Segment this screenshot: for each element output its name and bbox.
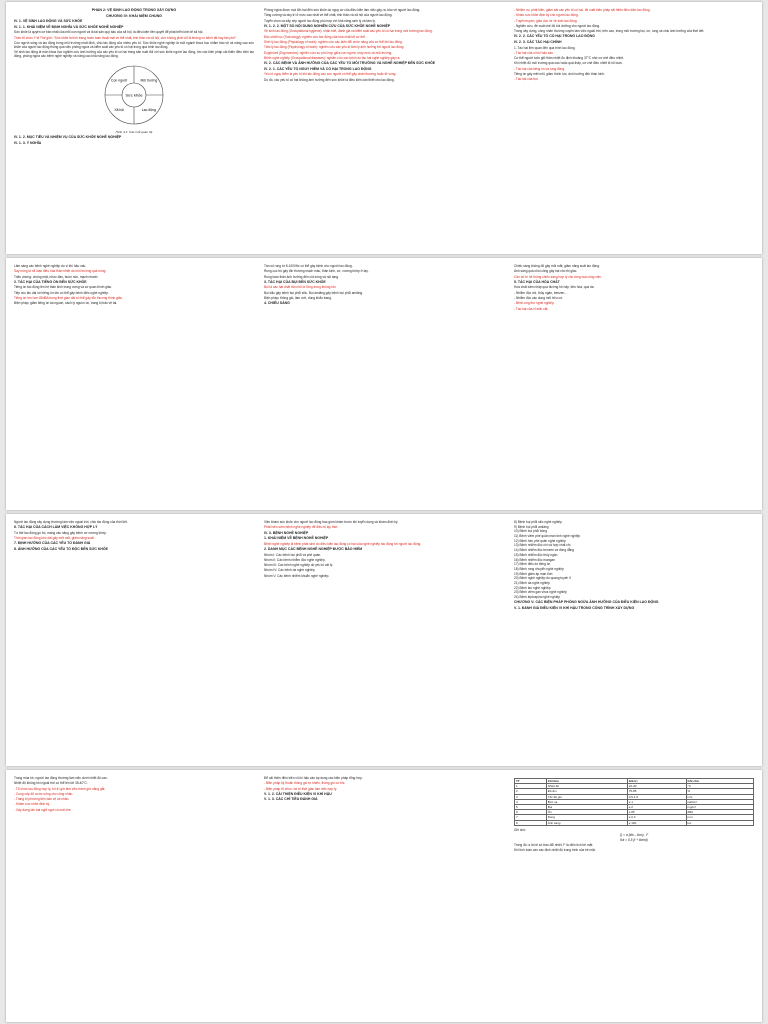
page-columns [14, 520, 754, 762]
table-row [515, 820, 754, 825]
text-column [14, 8, 254, 250]
figure-caption: Hình 4.1: Các mối quan hệ [115, 129, 153, 134]
paragraph: Trong xây dựng, công nhân thường xuyên làm việc ngoài trời, trên cao, trong môi trường bụi, ồn, rung và chịu ảnh hưởng của thời tiết. [514, 29, 705, 34]
table-cell: m/s [686, 794, 754, 799]
page-columns [14, 264, 754, 506]
list-item: 24) Bệnh leptospira nghề nghiệp [514, 595, 561, 599]
list-item: 12) Bệnh hen phế quản nghề nghiệp [514, 538, 566, 543]
paragraph: Nhóm IV: Các bệnh da nghề nghiệp. [264, 568, 316, 573]
paragraph: Triệu chứng: chóng mặt, nhức đầu, buồn nôn, mạch nhanh. [14, 274, 99, 279]
paragraph: - Bệnh ung thư nghề nghiệp. [514, 301, 555, 306]
paragraph: - Xây dựng lán trại nghỉ ngơi có mái che. [14, 807, 72, 812]
paragraph: Tiếng ồn tác động lên hệ thần kinh trung ương và cơ quan thính giác. [14, 285, 112, 290]
table-header-cell: Chỉ tiêu [546, 779, 627, 784]
table-cell: % [686, 789, 754, 794]
list-item: 21) Bệnh da nghề nghiệp [514, 580, 550, 585]
paragraph: Say nóng là rối loạn điều hòa thân nhiệt do môi trường quá nóng. [14, 269, 107, 274]
table-cell: 4 [515, 799, 547, 804]
diagram-node-label: Lao động [141, 107, 156, 112]
diagram-node-label: Môi trường [140, 78, 158, 83]
list-item: 23) Bệnh viêm gan virus nghề nghiệp [514, 590, 567, 595]
table-cell: Ồn [546, 810, 627, 815]
text-column [14, 776, 254, 1018]
paragraph: - Tác hại của vi sinh vật. [514, 306, 549, 311]
table-cell: Độ ẩm [546, 789, 627, 794]
paragraph: Lâm sàng các bệnh nghề nghiệp do vi khí hậu xấu. [14, 264, 87, 268]
chapter-title: PHẦN 2: VỆ SINH LAO ĐỘNG TRONG XÂY DỰNG [91, 8, 177, 12]
paragraph: - Tổ chức lao động hợp lý, bố trí giờ làm việc tránh giờ nắng gắt. [14, 786, 106, 791]
diagram-node-label: Xã hội [114, 107, 124, 112]
document-page [6, 514, 762, 766]
text-column [514, 520, 754, 762]
section-heading: 1. KHÁI NIỆM VỀ BỆNH NGHỀ NGHIỆP [264, 536, 329, 541]
table-cell: 22-30 [627, 784, 686, 789]
paragraph: Ánh sáng quá chói cũng gây hại cho thị giác. [514, 269, 578, 274]
paragraph: Rung toàn thân ảnh hưởng đến cột sống và nội tạng. [264, 274, 339, 279]
text-column [264, 264, 504, 506]
paragraph: Rung cục bộ gây tổn thương mạch máu, thần kinh, cơ, xương khớp ở tay. [264, 269, 369, 274]
section-heading: V. 1. 3. CÁC CHỈ TIÊU ĐÁNH GIÁ [264, 797, 318, 802]
paragraph: Con người sống và lao động trong môi trường nhất định, chịu tác động của nhiều yếu tố. Sức khỏe nghề nghiệp là một ngành khoa học nhằm bảo vệ và nâng cao sức khỏe của người lao động thông qua việc phòng ngừa và kiểm soát các yếu tố có hại trong quá trình lao động. [14, 40, 254, 50]
table-header-cell: Giá trị [627, 779, 686, 784]
paragraph: Người lao động xây dựng thường làm việc ngoài trời, chịu tác động của thời tiết. [14, 520, 128, 524]
table-cell: dBA [686, 810, 754, 815]
paragraph: Ecgônômi (Ergonomics): nghiên cứu sự phù hợp giữa con người, máy móc và môi trường. [264, 50, 393, 55]
section-heading: IV. 2. 3. CÁC TÁC HẠI CHÍNH [514, 40, 562, 44]
table-cell: 8 [515, 820, 547, 825]
section-heading: 3. TÁC HẠI CỦA BỤI ĐẾN SỨC KHỎE [264, 279, 326, 284]
paragraph: Yếu tố nguy hiểm là yếu tố khi tác động vào con người có thể gây chấn thương hoặc tử vong. [264, 72, 397, 77]
paragraph: Việc khám sức khỏe cho người lao động bao gồm khám trước khi tuyển dụng và khám định kỳ. [264, 520, 399, 524]
paragraph: Tâm lý lao động (Psychology of work): nghiên cứu các yếu tố tâm lý ảnh hưởng tới người lao động. [264, 45, 405, 50]
diagram-node-label: Con người [111, 78, 128, 83]
table-header-cell: TT [515, 779, 547, 784]
document-page [6, 2, 762, 254]
table-cell: Tốc độ gió [546, 794, 627, 799]
table-cell: Bụi [546, 804, 627, 809]
table-cell: Nhiệt độ [546, 784, 627, 789]
table-cell: 7 [515, 815, 547, 820]
text-column [14, 520, 254, 762]
paragraph: Sinh lý lao động (Physiology of work): nghiên cứu các biến đổi chức năng của cơ thể khi lao động. [264, 40, 403, 44]
section-heading: 2. DANH MỤC CÁC BỆNH NGHỀ NGHIỆP ĐƯỢC BẢO HIỂM [264, 547, 363, 552]
section-heading: 8. ẢNH HƯỞNG CỦA CÁC YẾU TỐ ĐỘC ĐẾN SỨC KHỎE [14, 547, 108, 552]
paragraph: Tiếng ồn lớn hơn 85dBA trong thời gian dài có thể gây tổn thương thính giác. [14, 296, 123, 300]
paragraph: Tư thế lao động gò bó, mang vác nặng gây bệnh cơ xương khớp. [14, 530, 107, 535]
table-cell: Ánh sáng [546, 820, 627, 825]
list-item: 16) Bệnh nhiễm độc mangan [514, 557, 555, 562]
paragraph: - Cung cấp đủ nước uống cho công nhân. [14, 791, 74, 796]
paragraph: Ghi chú: [514, 827, 526, 832]
paragraph: Nhiệt độ không khí ngoài trời có thể lên tới 35-40°C. [14, 781, 88, 786]
paragraph: Tăng cường và duy trì ở mức cao nhất về thể chất, tinh thần và xã hội của người lao động. [264, 13, 393, 18]
paragraph: - Khám sức khỏe định kỳ cho người lao động. [514, 13, 579, 18]
paragraph: Vệ sinh lao động (Occupational hygiene): nhận biết, đánh giá và kiểm soát các yếu tố có hại trong môi trường lao động. [264, 29, 433, 34]
paragraph: Bệnh nghề nghiệp (Occupational diseases): nghiên cứu các bệnh do tác hại nghề nghiệp gây ra. [264, 55, 401, 60]
paragraph: - Nhiệm vụ: phát hiện, giám sát các yếu tố có hại, đề xuất biện pháp cải thiện điều kiện lao động. [514, 8, 651, 12]
data-table [514, 778, 754, 826]
table-cell: 75-85 [627, 789, 686, 794]
paragraph: Nhóm V: Các bệnh nhiễm khuẩn nghề nghiệp. [264, 573, 330, 578]
table-cell: 2 [515, 789, 547, 794]
section-heading: 2. TÁC HẠI CỦA TIẾNG ỒN ĐẾN SỨC KHỎE [14, 279, 87, 284]
paragraph: Do đó, các yếu tố có hại không ảnh hưởng đến sức khỏe là điều kiện cần thiết cho lao động. [264, 77, 395, 82]
list-item: 18) Bệnh rung chuyển nghề nghiệp [514, 566, 564, 571]
paragraph: Theo tổ chức Y tế Thế giới: "Sức khỏe là tình trạng hoàn toàn thoải mái về thể chất, tinh thần và xã hội, chứ không phải chỉ là không có bệnh tật hay tàn phế". [14, 35, 237, 40]
paragraph: - Tác hại của vi khí hậu xấu. [514, 50, 554, 55]
paragraph: Nhóm II: Các bệnh nhiễm độc nghề nghiệp. [264, 557, 326, 562]
table-cell: cal/cm² [686, 799, 754, 804]
section-heading: V. 1. ĐÁNH GIÁ ĐIỀU KIỆN VI KHÍ HẬU TRONG CÔNG TRÌNH XÂY DỰNG [514, 605, 635, 610]
table-header-cell: Ghi chú [686, 779, 754, 784]
paragraph: Bụi silic gây bệnh bụi phổi silic. Bụi amiăng gây bệnh bụi phổi amiăng. [264, 290, 364, 295]
section-heading: 4. CHIẾU SÁNG [264, 301, 290, 306]
section-heading: V. 1. 2. CẢI THIỆN ĐIỀU KIỆN VI KHÍ HẬU [264, 791, 332, 796]
text-column [14, 264, 254, 506]
list-item: 8) Bệnh bụi phổi silic nghề nghiệp [514, 520, 562, 524]
table-cell: 0,5-1,5 [627, 794, 686, 799]
paragraph: Biện pháp: thông gió, làm ướt, dùng khẩu trang. [264, 296, 332, 300]
document-page [6, 258, 762, 510]
list-item: 17) Bệnh điếc do tiếng ồn [514, 562, 551, 567]
section-heading: 5. TÁC HẠI CỦA HÓA CHẤT [514, 279, 560, 284]
list-item: 11) Bệnh viêm phế quản mạn tính nghề nghiệp [514, 534, 581, 539]
table-cell: ≤ 1 [627, 799, 686, 804]
paragraph: Hóa chất xâm nhập qua đường hô hấp, tiêu hóa, qua da. [514, 285, 595, 290]
chapter-title: CHƯƠNG IV: KHÁI NIỆM CHUNG [106, 13, 162, 18]
paragraph: Khi tính toán cần xác định nhiệt độ trung bình của bề mặt. [514, 848, 596, 853]
section-heading: IV. 2. 2. CÁC YẾU TỐ CÓ HẠI TRONG LAO ĐỘNG [514, 34, 595, 39]
paragraph: - Khám sức khỏe định kỳ. [14, 802, 51, 807]
table-cell: 1 [515, 784, 547, 789]
list-item: 20) Bệnh nghề nghiệp do quang tuyến X [514, 576, 572, 581]
paragraph: Chiếu sáng không đủ gây mỏi mắt, giảm năng suất lao động. [514, 264, 600, 268]
section-heading: IV. 3. BỆNH NGHỀ NGHIỆP [264, 530, 309, 535]
table-cell: lux [686, 820, 754, 825]
paragraph: Vệ sinh lao động là môn khoa học nghiên cứu ảnh hưởng của các yếu tố có hại trong sản xuất đối với sức khỏe người lao động, tìm các biện pháp cải thiện điều kiện lao động, phòng ngừa các bệnh nghề nghiệp và nâng cao khả năng lao động. [14, 50, 254, 59]
paragraph: Trong mùa hè, người lao động thường làm việc dưới nhiệt độ cao. [14, 776, 108, 780]
text-column [514, 776, 754, 1018]
paragraph: Bệnh nghề nghiệp là bệnh phát sinh do điều kiện lao động có hại của nghề nghiệp tác động tới người lao động. [264, 541, 422, 546]
section-heading: IV. 2. CÁC BỆNH VÀ ẢNH HƯỞNG CỦA CÁC YẾU TỐ MÔI TRƯỜNG VÀ NGHỀ NGHIỆP ĐẾN SỨC KHỎE [264, 61, 436, 66]
formula: Q = α (tkk – tbm) . F [619, 832, 649, 837]
table-cell: mm [686, 815, 754, 820]
table-cell: mg/m³ [686, 804, 754, 809]
page-columns [14, 776, 754, 1018]
section-heading: IV. 1. 2. 2. MỘT SỐ NỘI DUNG NGHIÊN CỨU CỦA SỨC KHỎE NGHỀ NGHIỆP [264, 23, 391, 28]
table-cell: ≤ 2 [627, 804, 686, 809]
paragraph: - Nhiễm độc chì, thủy ngân, benzen... [514, 290, 567, 295]
paragraph: Cơ thể người luôn giữ thân nhiệt ổn định khoảng 37°C nhờ cơ chế điều nhiệt. [514, 56, 624, 61]
text-column [514, 264, 754, 506]
paragraph: - Trang bị phương tiện bảo vệ cá nhân. [14, 797, 70, 802]
section-heading: IV. 1. 1. KHÁI NIỆM VỀ ĐỊNH NGHĨA VÀ SỨC KHỎE NGHỀ NGHIỆP [14, 24, 124, 29]
table-cell: 3 [515, 794, 547, 799]
section-heading: 6. TÁC HẠI CỦA CÁCH LÀM VIỆC KHÔNG HỢP LÝ [14, 525, 98, 530]
section-heading: IV. 1. 3. Ý NGHĨA [14, 140, 42, 145]
paragraph: Để cải thiện điều kiện vi khí hậu cần áp dụng các biện pháp tổng hợp. [264, 776, 363, 780]
paragraph: - Biện pháp kỹ thuật: thông gió tự nhiên, thông gió cơ khí. [264, 781, 346, 786]
paragraph: Tần số rung từ 8-1000Hz có thể gây bệnh cho người lao động. [264, 264, 353, 268]
table-cell: ≤ 85 [627, 810, 686, 815]
table-cell: 6 [515, 810, 547, 815]
paragraph: - Biện pháp tổ chức: bố trí thời gian làm việc hợp lý. [264, 786, 338, 791]
table-cell: ≥ 100 [627, 820, 686, 825]
paragraph: Nhóm III: Các bệnh nghề nghiệp do yếu tố vật lý. [264, 563, 334, 568]
list-item: 22) Bệnh lao nghề nghiệp [514, 585, 551, 590]
paragraph: Bụi là các hạt chất rắn nhỏ lơ lửng trong không khí. [264, 285, 337, 290]
section-heading: CHƯƠNG V: CÁC BIỆN PHÁP PHÒNG NGỪA ẢNH HƯỞNG CỦA ĐIỀU KIỆN LAO ĐỘNG [514, 600, 659, 605]
relationship-diagram [14, 62, 254, 128]
list-item: 9) Bệnh bụi phổi amiăng [514, 524, 549, 529]
paragraph: - Tuyên truyền, giáo dục về vệ sinh lao động. [514, 18, 578, 23]
table-cell: °C [686, 784, 754, 789]
diagram-center-label: Sức khỏe [125, 92, 143, 98]
table-cell: 5 [515, 804, 547, 809]
text-column [264, 8, 504, 250]
paragraph: - Tác hại của bụi. [514, 77, 539, 82]
paragraph: - Nhiễm độc các dung môi hữu cơ. [514, 296, 564, 300]
formula: tkk = 0,5 (t + tbxhd) [620, 838, 648, 843]
paragraph: Tiếp xúc lâu dài với tiếng ồn lớn có thể gây bệnh điếc nghề nghiệp. [14, 290, 109, 295]
document-page [6, 770, 762, 1022]
table-cell: Bức xạ [546, 799, 627, 804]
text-column [264, 776, 504, 1018]
paragraph: Thời gian lao động kéo dài gây mệt mỏi, giảm năng suất. [14, 536, 95, 541]
paragraph: Nhóm I: Các bệnh bụi phổi và phế quản. [264, 552, 322, 557]
paragraph: Phát hiện sớm bệnh nghề nghiệp để điều trị kịp thời. [264, 525, 339, 530]
list-item: 15) Bệnh nhiễm độc thủy ngân [514, 552, 558, 557]
paragraph: Độc chất học (Toxicology): nghiên cứu tác động của hóa chất tới cơ thể. [264, 34, 366, 39]
paragraph: Biện pháp: giảm tiếng ồn tại nguồn, cách ly nguồn ồn, trang bị bảo vệ tai. [14, 301, 118, 306]
paragraph: Khi nhiệt độ môi trường quá cao hoặc quá thấp, cơ chế điều nhiệt bị rối loạn. [514, 61, 623, 66]
section-heading: IV. 1. VỆ SINH LAO ĐỘNG VÀ SỨC KHỎE [14, 19, 83, 24]
paragraph: Tiếng ồn gây mệt mỏi, giảm thính lực, ảnh hưởng đến thần kinh. [514, 72, 605, 76]
paragraph: - Nghiên cứu, đề xuất chế độ bồi dưỡng cho người lao động. [514, 23, 601, 28]
list-item: 13) Bệnh nhiễm độc chì và hợp chất chì [514, 543, 571, 548]
page-columns [14, 8, 754, 250]
list-item: 10) Bệnh bụi phổi bông [514, 529, 547, 534]
list-item: 19) Bệnh giảm áp mạn tính [514, 571, 553, 576]
list-item: 14) Bệnh nhiễm độc benzen và đồng đẳng [514, 548, 575, 553]
paragraph: Trong đó: α là hệ số trao đổi nhiệt, F là diện tích bề mặt. [514, 843, 594, 848]
text-column [264, 520, 504, 762]
table-cell: ≤ 0,3 [627, 815, 686, 820]
paragraph: Phòng ngừa được mọi tổn hại đến sức khỏe do nguy cơ của điều kiện làm việc gây ra, bảo vệ người lao động. [264, 8, 421, 12]
paragraph: - Tác hại của tiếng ồn và rung động. [514, 66, 565, 71]
paragraph: 1. Tác hại liên quan đến quá trình lao động. [514, 45, 576, 50]
paragraph: Cần bố trí hệ thống chiếu sáng hợp lý cho từng loại công việc. [514, 274, 602, 279]
table-cell: Rung [546, 815, 627, 820]
paragraph: Sức khỏe là quyền cơ bản nhất của mỗi con người và là tài sản quý báu của xã hội, là điều kiện tiên quyết để phát triển kinh tế xã hội. [14, 30, 204, 35]
section-heading: 7. ĐỊNH HƯỚNG CỦA CÁC YẾU TỐ ĐÁNH GIÁ [14, 541, 91, 546]
paragraph: Tuyển chọn và sắp xếp người lao động phù hợp với khả năng sinh lý và tâm lý. [264, 18, 376, 23]
section-heading: IV. 2. 1. CÁC YẾU TỐ NGUY HIỂM VÀ CÓ HẠI TRONG LAO ĐỘNG [264, 66, 372, 71]
section-heading: IV. 1. 2. MỤC TIÊU VÀ NHIỆM VỤ CỦA SỨC KHỎE NGHỀ NGHIỆP [14, 135, 122, 140]
text-column [514, 8, 754, 250]
